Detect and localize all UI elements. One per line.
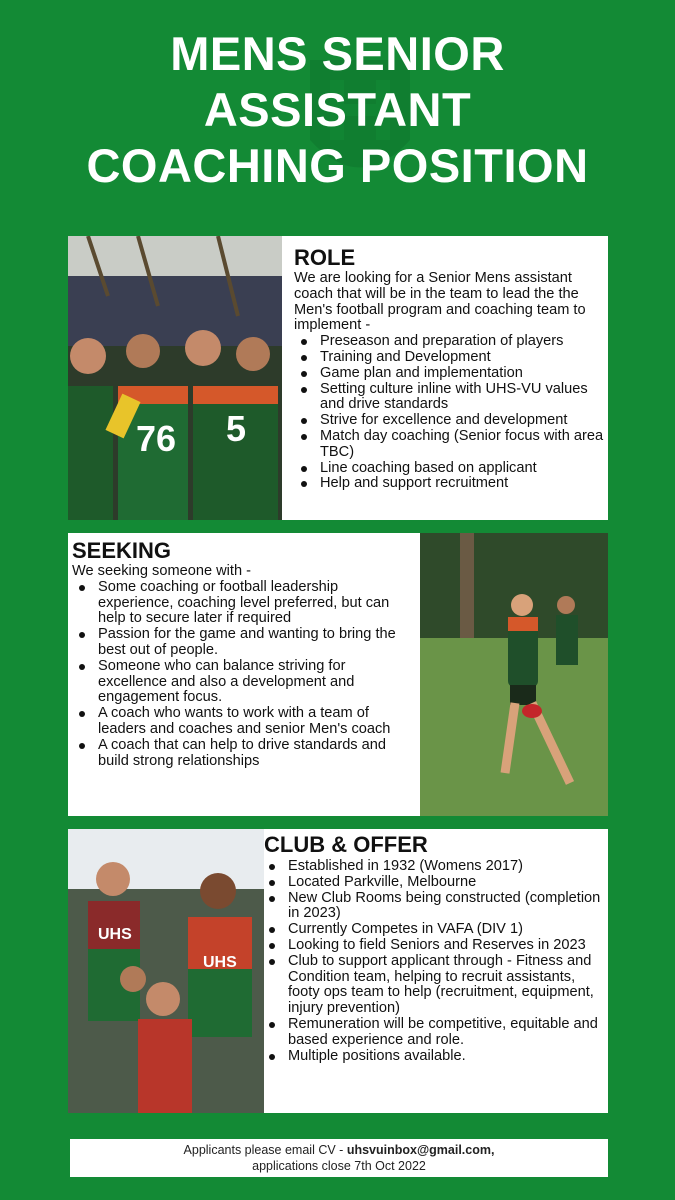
list-item: Located Parkville, Melbourne xyxy=(288,875,604,891)
list-item: A coach who wants to work with a team of leaders and coaches and senior Men's coach xyxy=(98,706,412,738)
seeking-list xyxy=(72,580,412,770)
club-heading: CLUB & OFFER xyxy=(264,832,428,857)
contact-email-link[interactable]: uhsvuinbox@gmail.com, xyxy=(346,1143,495,1157)
team-huddle-photo-icon xyxy=(68,236,282,520)
title-line-1: MENS SENIOR xyxy=(170,27,505,80)
list-item: A coach that can help to drive standards and build strong relationships xyxy=(98,738,412,770)
list-item: Match day coaching (Senior focus with area TBC) xyxy=(320,429,608,461)
club-card xyxy=(264,829,608,1113)
list-item: New Club Rooms being constructed (completion in 2023) xyxy=(288,891,604,923)
list-item: Strive for excellence and development xyxy=(320,413,608,429)
list-item: Multiple positions available. xyxy=(288,1049,604,1065)
list-item: Club to support applicant through - Fitness and Condition team, helping to recruit assistants, footy ops team to help (recruitment, equipment, injury prevention) xyxy=(288,954,604,1017)
list-item: Help and support recruitment xyxy=(320,476,608,492)
list-item: Remuneration will be competitive, equitable and based experience and role. xyxy=(288,1017,604,1049)
list-item: Training and Development xyxy=(320,350,608,366)
svg-text:76: 76 xyxy=(136,418,177,459)
players-celebrating-photo-icon xyxy=(68,829,264,1113)
svg-text:5: 5 xyxy=(226,408,247,449)
title-line-2: ASSISTANT xyxy=(203,83,472,136)
role-list xyxy=(294,334,608,492)
role-photo xyxy=(68,236,282,520)
footer-line-2: applications close 7th Oct 2022 xyxy=(252,1159,426,1173)
list-item: Game plan and implementation xyxy=(320,366,608,382)
club-photo xyxy=(68,829,264,1113)
seeking-intro: We seeking someone with - xyxy=(72,563,251,579)
seeking-photo xyxy=(420,533,608,816)
club-list xyxy=(264,859,604,1064)
svg-text:UHS: UHS xyxy=(203,954,237,971)
list-item: Preseason and preparation of players xyxy=(320,334,608,350)
list-item: Line coaching based on applicant xyxy=(320,461,608,477)
list-item: Established in 1932 (Womens 2017) xyxy=(288,859,604,875)
page-title xyxy=(0,26,675,194)
seeking-card xyxy=(68,533,420,816)
list-item: Passion for the game and wanting to bring the best out of people. xyxy=(98,627,412,659)
title-line-3: COACHING POSITION xyxy=(86,139,589,192)
list-item: Currently Competes in VAFA (DIV 1) xyxy=(288,922,604,938)
application-footer xyxy=(70,1139,608,1177)
svg-text:UHS: UHS xyxy=(98,926,132,943)
list-item: Setting culture inline with UHS-VU values and drive standards xyxy=(320,382,608,414)
role-intro: We are looking for a Senior Mens assistant coach that will be in the team to lead the the Men's football program and coaching team to implement - xyxy=(294,270,586,334)
list-item: Some coaching or football leadership experience, coaching level preferred, but can help to secure later if required xyxy=(98,580,412,627)
role-card xyxy=(282,236,608,520)
footer-line-1 xyxy=(70,1142,608,1158)
list-item: Looking to field Seniors and Reserves in 2023 xyxy=(288,938,604,954)
seeking-heading: SEEKING xyxy=(72,538,172,563)
footer-prefix: Applicants please email CV - xyxy=(183,1143,347,1157)
list-item: Someone who can balance striving for excellence and also a development and engagement focus. xyxy=(98,659,412,706)
player-running-photo-icon xyxy=(420,533,608,816)
role-heading: ROLE xyxy=(294,245,356,270)
